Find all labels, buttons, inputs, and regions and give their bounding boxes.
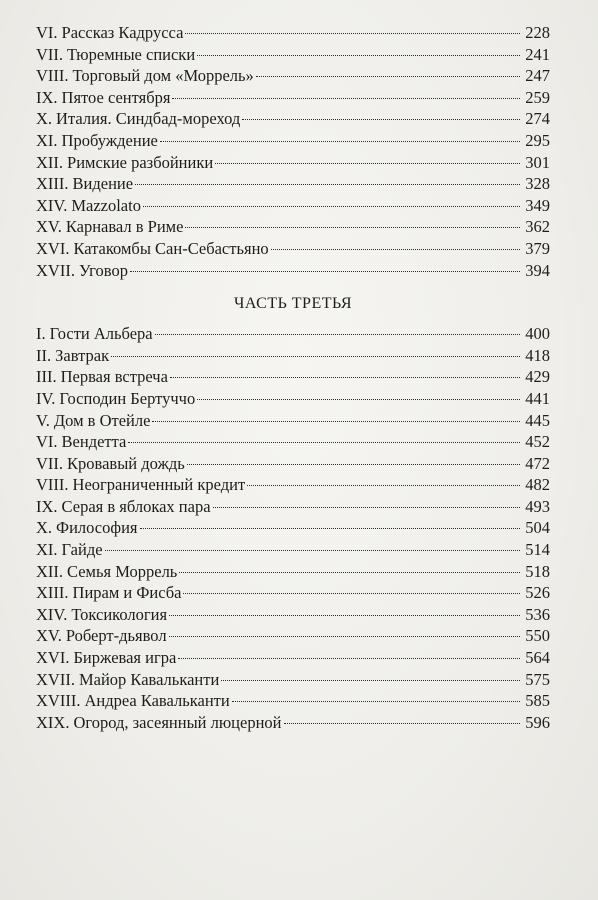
dot-leader (128, 442, 520, 443)
toc-entry (36, 44, 550, 66)
page-number: 441 (525, 388, 550, 408)
toc-entry (36, 323, 550, 345)
dot-leader (105, 550, 520, 551)
page-number: 585 (525, 691, 550, 711)
dot-leader (242, 119, 520, 120)
chapter-title: Первая встреча (60, 367, 168, 387)
chapter-title: Майор Кавальканти (78, 669, 220, 689)
chapter-number: XI. (36, 540, 58, 560)
page-number: 379 (525, 238, 550, 258)
chapter-number: IV. (36, 388, 56, 408)
page-number: 241 (525, 44, 550, 64)
chapter-number: X. (36, 518, 53, 538)
page-number: 526 (525, 583, 550, 603)
dot-leader (130, 271, 520, 272)
dot-leader (169, 636, 520, 637)
section-heading-part-three: ЧАСТЬ ТРЕТЬЯ (233, 295, 352, 313)
dot-leader (256, 76, 520, 77)
page-number: 349 (525, 195, 550, 215)
dot-leader (185, 227, 520, 228)
dot-leader (172, 98, 520, 99)
toc-entry (36, 173, 550, 195)
chapter-number: VIII. (36, 475, 69, 495)
chapter-number: XIII. (36, 583, 69, 603)
chapter-number: III. (36, 367, 57, 387)
table-of-contents (36, 22, 550, 733)
page-number: 504 (525, 518, 550, 538)
chapter-number: IX. (36, 496, 58, 516)
chapter-title: Философия (56, 518, 138, 538)
page-number: 472 (525, 453, 550, 473)
toc-entry (36, 108, 550, 130)
toc-entry (36, 690, 550, 712)
dot-leader (221, 680, 520, 681)
dot-leader (143, 206, 520, 207)
chapter-number: XIV. (36, 604, 68, 624)
dot-leader (284, 723, 521, 724)
toc-section-part-three (36, 323, 550, 733)
chapter-number: XVI. (36, 238, 70, 258)
chapter-title: Биржевая игра (73, 648, 177, 668)
chapter-number: I. (36, 324, 46, 344)
chapter-title: Завтрак (55, 345, 110, 365)
toc-entry (36, 87, 550, 109)
chapter-title: Токсикология (71, 604, 168, 624)
dot-leader (197, 55, 520, 56)
chapter-number: XVII. (36, 669, 75, 689)
chapter-title: Пятое сентября (61, 87, 171, 107)
chapter-title: Торговый дом «Моррель» (72, 66, 254, 86)
chapter-number: XV. (36, 217, 62, 237)
dot-leader (140, 528, 521, 529)
chapter-title: Вендетта (61, 432, 127, 452)
chapter-number: XIV. (36, 195, 68, 215)
toc-entry (36, 216, 550, 238)
toc-entry (36, 582, 550, 604)
chapter-title: Гайде (61, 540, 103, 560)
page-number: 564 (525, 648, 550, 668)
page-number: 228 (525, 23, 550, 42)
toc-entry (36, 22, 550, 44)
page-number: 400 (525, 324, 550, 344)
toc-entry (36, 366, 550, 388)
chapter-title: Семья Моррель (67, 561, 178, 581)
dot-leader (160, 141, 520, 142)
dot-leader (155, 334, 520, 335)
page-number: 429 (525, 367, 550, 387)
chapter-number: V. (36, 410, 50, 430)
dot-leader (185, 33, 520, 34)
toc-entry (36, 260, 550, 282)
chapter-title: Mazzolato (71, 195, 141, 215)
page-number: 452 (525, 432, 550, 452)
chapter-title: Дом в Отейле (53, 410, 151, 430)
chapter-title: Тюремные списки (67, 44, 196, 64)
page-number: 493 (525, 496, 550, 516)
chapter-number: XVIII. (36, 691, 81, 711)
dot-leader (135, 184, 520, 185)
toc-entry (36, 517, 550, 539)
page-number: 518 (525, 561, 550, 581)
toc-entry (36, 647, 550, 669)
chapter-number: XII. (36, 152, 64, 172)
page-number: 482 (525, 475, 550, 495)
chapter-number: VIII. (36, 66, 69, 86)
chapter-number: XII. (36, 561, 64, 581)
dot-leader (183, 593, 520, 594)
dot-leader (111, 356, 520, 357)
chapter-number: XI. (36, 130, 58, 150)
dot-leader (213, 507, 520, 508)
page-number: 394 (525, 260, 550, 280)
page-number: 295 (525, 130, 550, 150)
chapter-title: Рассказ Кадрусса (61, 23, 184, 42)
chapter-title: Катакомбы Сан-Себастьяно (73, 238, 269, 258)
chapter-number: VII. (36, 453, 64, 473)
dot-leader (169, 615, 520, 616)
chapter-number: XIII. (36, 174, 69, 194)
page-number: 328 (525, 174, 550, 194)
chapter-title: Римские разбойники (67, 152, 214, 172)
dot-leader (247, 485, 520, 486)
chapter-title: Кровавый дождь (67, 453, 185, 473)
dot-leader (152, 421, 520, 422)
dot-leader (187, 464, 520, 465)
page-number: 259 (525, 87, 550, 107)
toc-entry (36, 410, 550, 432)
page-number: 536 (525, 604, 550, 624)
page-number: 418 (525, 345, 550, 365)
toc-entry (36, 345, 550, 367)
toc-entry (36, 561, 550, 583)
chapter-number: VI. (36, 432, 58, 452)
dot-leader (197, 399, 520, 400)
toc-entry (36, 669, 550, 691)
chapter-number: X. (36, 109, 53, 129)
toc-entry (36, 195, 550, 217)
page-number: 550 (525, 626, 550, 646)
toc-entry (36, 496, 550, 518)
toc-entry (36, 539, 550, 561)
chapter-title: Серая в яблоках пара (61, 496, 211, 516)
chapter-number: XVI. (36, 648, 70, 668)
chapter-number: XVII. (36, 260, 75, 280)
chapter-title: Неограниченный кредит (72, 475, 246, 495)
chapter-title: Огород, засеянный люцерной (73, 712, 282, 732)
chapter-number: IX. (36, 87, 58, 107)
toc-entry (36, 453, 550, 475)
chapter-number: XV. (36, 626, 62, 646)
page-number: 445 (525, 410, 550, 430)
page-number: 596 (525, 712, 550, 732)
dot-leader (170, 377, 520, 378)
chapter-title: Господин Бертуччо (59, 388, 196, 408)
toc-entry (36, 431, 550, 453)
chapter-title: Карнавал в Риме (65, 217, 184, 237)
page-number: 301 (525, 152, 550, 172)
toc-entry (36, 604, 550, 626)
dot-leader (179, 572, 520, 573)
dot-leader (271, 249, 520, 250)
chapter-title: Пирам и Фисба (72, 583, 182, 603)
dot-leader (232, 701, 520, 702)
chapter-title: Андреа Кавальканти (84, 691, 230, 711)
page-number: 362 (525, 217, 550, 237)
page-number: 247 (525, 66, 550, 86)
toc-entry (36, 625, 550, 647)
chapter-title: Италия. Синдбад-мореход (56, 109, 241, 129)
toc-entry (36, 238, 550, 260)
page-number: 274 (525, 109, 550, 129)
page-number: 575 (525, 669, 550, 689)
toc-entry (36, 65, 550, 87)
chapter-title: Пробуждение (61, 130, 158, 150)
toc-entry (36, 712, 550, 734)
chapter-title: Роберт-дьявол (65, 626, 167, 646)
chapter-number: XIX. (36, 712, 70, 732)
dot-leader (215, 163, 520, 164)
toc-entry (36, 130, 550, 152)
dot-leader (178, 658, 520, 659)
chapter-title: Уговор (78, 260, 128, 280)
chapter-number: VII. (36, 44, 64, 64)
toc-entry (36, 152, 550, 174)
chapter-title: Видение (72, 174, 134, 194)
toc-section-part-two-continued (36, 22, 550, 281)
chapter-number: II. (36, 345, 52, 365)
page-number: 514 (525, 540, 550, 560)
chapter-number: VI. (36, 23, 58, 42)
chapter-title: Гости Альбера (49, 324, 153, 344)
toc-entry (36, 474, 550, 496)
toc-entry (36, 388, 550, 410)
